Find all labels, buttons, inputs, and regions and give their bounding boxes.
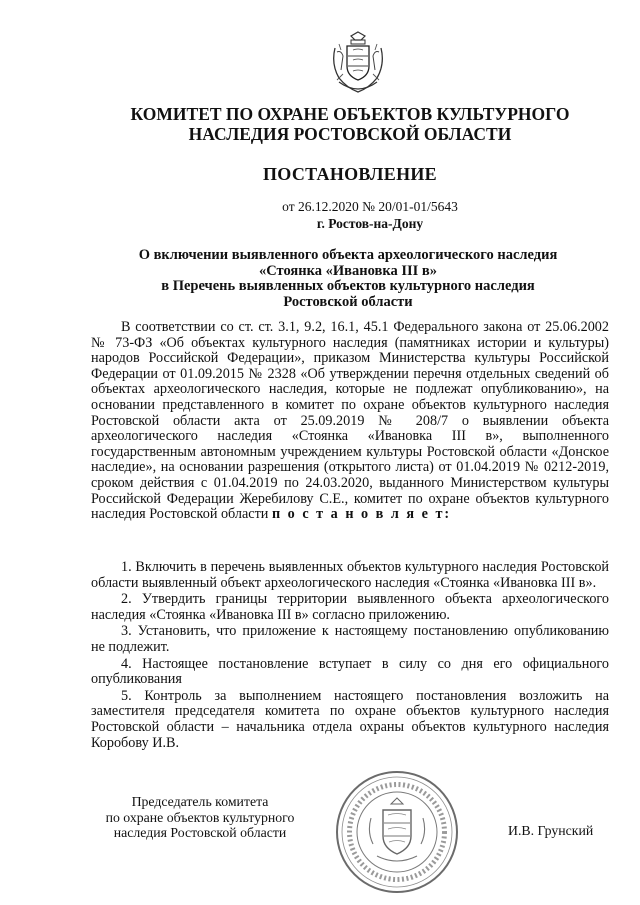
- document-type: ПОСТАНОВЛЕНИЕ: [263, 164, 437, 184]
- document-date-number: от 26.12.2020 № 20/01-01/5643: [282, 199, 458, 214]
- document-city: г. Ростов-на-Дону: [316, 216, 424, 231]
- decision-item: 3. Установить, что приложение к настоящему постановлению опубликованию не подлежит.: [91, 623, 609, 655]
- preamble-paragraph: [91, 320, 609, 523]
- signer-position-line-2: по охране объектов культурного: [105, 809, 295, 825]
- document-title: [118, 248, 578, 310]
- decision-item: 4. Настоящее постановление вступает в силу со дня его официального опубликования: [91, 655, 609, 688]
- title-line-1: О включении выявленного объекта археологического наследия: [138, 247, 558, 263]
- committee-line-2: НАСЛЕДИЯ РОСТОВСКОЙ ОБЛАСТИ: [188, 124, 512, 144]
- title-line-4: Ростовской области: [283, 293, 413, 310]
- title-line-3: в Перечень выявленных объектов культурного наследия: [161, 278, 535, 294]
- title-line-2: «Стоянка «Ивановка III в»: [259, 262, 437, 279]
- decision-items: [91, 560, 609, 752]
- decision-item: 5. Контроль за выполнением настоящего постановления возложить на заместителя председателя комитета по охране объектов культурного наследия Ростовской области – начальника отдела охраны объектов культурного наследия Коробову И.В.: [91, 687, 609, 751]
- coat-of-arms-emblem: [327, 30, 389, 96]
- signer-position: [80, 794, 320, 841]
- preamble-text: В соответствии со ст. ст. 3.1, 9.2, 16.1, 45.1 Федерального закона от 25.06.2002 № 73-ФЗ «Об объектах культурного наследия (памятниках истории и культуры) народов Российской Федерации», приказом Министерства культуры Российской Федерации от 01.09.2015 № 2328 «Об утверждении перечня отдельных сведений об объектах археологического наследия, которые не подлежат опубликованию», на основании представленного в комитет по охране объектов культурного наследия Ростовской области акта от 25.09.2019 № 208/7 о выявлении объекта археологического наследия «Стоянка «Ивановка III в», выполненного государственным автономным учреждением культуры Ростовской области «Донское наследие», на основании разрешения (открытого листа) от 01.04.2019 № 0212-2019, сроком действия с 01.04.2019 по 24.03.2020, выданного Министерством культуры Российской Федерации Жеребилову С.Е., комитет по охране объектов культурного наследия Ростовской области: [91, 319, 609, 523]
- signer-position-line-1: Председатель комитета: [131, 794, 269, 809]
- decree-word: п о с т а н о в л я е т:: [271, 506, 452, 523]
- signer-name: И.В. Грунский: [508, 823, 594, 838]
- official-round-seal: [333, 768, 461, 896]
- committee-heading: [100, 104, 600, 144]
- signer-position-line-3: наследия Ростовской области: [113, 825, 287, 841]
- decision-item: 1. Включить в перечень выявленных объектов культурного наследия Ростовской области выявленный объект археологического наследия «Стоянка «Ивановка III в».: [91, 559, 609, 591]
- decision-item: 2. Утвердить границы территории выявленного объекта археологического наследия «Стоянка «Ивановка III в» согласно приложению.: [91, 591, 609, 623]
- committee-line-1: КОМИТЕТ ПО ОХРАНЕ ОБЪЕКТОВ КУЛЬТУРНОГО: [130, 104, 570, 124]
